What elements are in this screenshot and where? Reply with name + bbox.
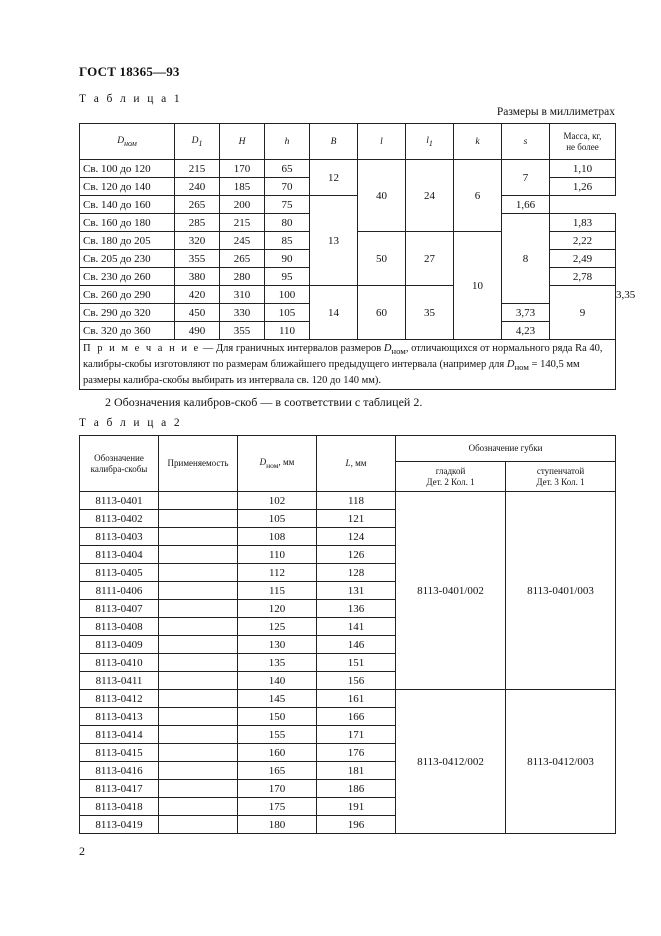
table-row: 8113-0408 125 141: [80, 618, 616, 636]
col-H: H: [220, 124, 265, 160]
col-designation: Обозначение калибра-скобы: [80, 436, 159, 492]
table-row: 8113-0403 108 124: [80, 528, 616, 546]
table-row: Св. 205 до 230 355 265 90 2,49: [80, 250, 616, 268]
table-row: 8113-0415 160 176: [80, 744, 616, 762]
col-mass: Масса, кг, не более: [550, 124, 616, 160]
table-row: 8113-0409 130 146: [80, 636, 616, 654]
table-row: Св. 320 до 360 490 355 110 4,23: [80, 322, 616, 340]
col-dnom: $D_{ном}$, мм: [238, 436, 317, 492]
table2: [79, 435, 616, 834]
table-row: Св. 230 до 260 380 280 95 2,78: [80, 268, 616, 286]
table-row: Св. 100 до 120 215 170 65 12 40 24 6 7 1,10: [80, 160, 616, 178]
table-row: Св. 120 до 140 240 185 70 1,26: [80, 178, 616, 196]
table-row: 8113-0418 175 191: [80, 798, 616, 816]
table-row: 8113-0407 120 136: [80, 600, 616, 618]
table-row: 8113-0413 150 166: [80, 708, 616, 726]
col-B: B: [310, 124, 358, 160]
table1-header-row: [80, 124, 616, 160]
table-row: Св. 160 до 180 285 215 80 8 1,83: [80, 214, 616, 232]
col-dnom: $D_{ном}$: [80, 124, 175, 160]
table-row: Св. 140 до 160 265 200 75 13 1,66: [80, 196, 616, 214]
table2-header-row: [80, 436, 616, 462]
table1-note: П р и м е ч а н и е — Для граничных интервалов размеров $D_{ном}$, отличающихся от нормального ряда Ra 40, калибры-скобы изготовляют по размерам ближайшего предыдущего интервала (например для $D_{ном} = 140,5$ мм размеры калибра-скобы выбирать из интервала св. 120 до 140 мм).: [80, 340, 616, 390]
table-row: Св. 290 до 320 450 330 105 3,73: [80, 304, 616, 322]
col-l: l: [358, 124, 406, 160]
col-stepped: ступенчатой Дет. 3 Кол. 1: [506, 462, 616, 492]
table1-note-row: [80, 340, 616, 390]
col-l1: $l_1$: [406, 124, 454, 160]
table1-units: Размеры в миллиметрах: [496, 106, 615, 118]
col-applicability: Применяемость: [159, 436, 238, 492]
table-row: 8113-0405 112 128: [80, 564, 616, 582]
table-row: 8113-0416 165 181: [80, 762, 616, 780]
col-k: k: [454, 124, 502, 160]
col-smooth: гладкой Дет. 2 Кол. 1: [396, 462, 506, 492]
table-row: 8113-0417 170 186: [80, 780, 616, 798]
col-L: L, мм: [317, 436, 396, 492]
table-row: 8113-0411 140 156: [80, 672, 616, 690]
table-row: 8113-0414 155 171: [80, 726, 616, 744]
table2-label: Т а б л и ц а 2: [79, 417, 183, 429]
table-row: 8113-0402 105 121: [80, 510, 616, 528]
table-row: 8113-0410 135 151: [80, 654, 616, 672]
table-row: 8113-0404 110 126: [80, 546, 616, 564]
table-row: 8111-0406 115 131: [80, 582, 616, 600]
table-row: Св. 260 до 290 420 310 100 14 60 35 9 3,35: [80, 286, 616, 304]
table1: [79, 123, 636, 390]
col-h: h: [265, 124, 310, 160]
page-number: 2: [79, 844, 85, 858]
table-row: 8113-0412 145 161 8113-0412/002 8113-0412/003: [80, 690, 616, 708]
table1-label: Т а б л и ц а 1: [79, 93, 183, 105]
table-row: 8113-0401 102 118 8113-0401/002 8113-0401/003: [80, 492, 616, 510]
table-row: 8113-0419 180 196: [80, 816, 616, 834]
col-s: s: [502, 124, 550, 160]
document-header: ГОСТ 18365—93: [79, 64, 180, 79]
col-jaw: Обозначение губки: [396, 436, 616, 462]
col-d1: $D_1$: [175, 124, 220, 160]
table-row: Св. 180 до 205 320 245 85 50 27 10 2,22: [80, 232, 616, 250]
paragraph-2: 2 Обозначения калибров-скоб — в соответствии с таблицей 2.: [105, 395, 423, 409]
